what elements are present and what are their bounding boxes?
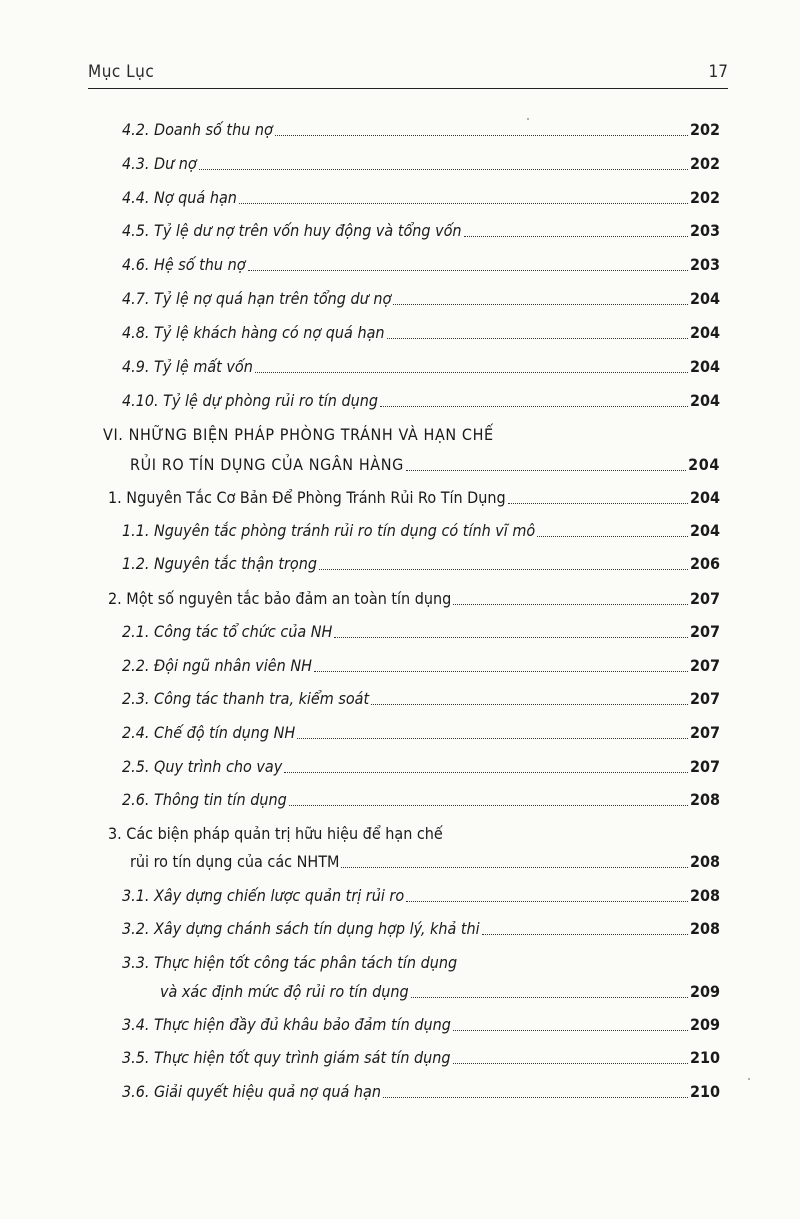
- toc-entry-3-3-line1[interactable]: 3.3. Thực hiện tốt công tác phân tách tín dụng: [122, 953, 458, 972]
- toc-title: 4.9. Tỷ lệ mất vốn: [122, 357, 253, 376]
- toc-page-number: 208: [689, 886, 720, 905]
- toc-page-number: 204: [689, 521, 720, 540]
- dot-leader: [411, 997, 688, 998]
- dot-leader: [371, 704, 688, 705]
- toc-entry-3-5[interactable]: [122, 1048, 720, 1068]
- toc-entry-4-5[interactable]: [122, 221, 720, 241]
- toc-entry-3-line1[interactable]: 3. Các biện pháp quản trị hữu hiệu để hạn chế: [108, 824, 443, 843]
- toc-page-number: 202: [689, 154, 720, 173]
- toc-entry-1-1[interactable]: [122, 521, 720, 541]
- toc-title: 2.4. Chế độ tín dụng NH: [122, 723, 296, 742]
- toc-title: 3.5. Thực hiện tốt quy trình giám sát tín dụng: [122, 1048, 451, 1067]
- dot-leader: [393, 304, 688, 305]
- toc-title: 1.2. Nguyên tắc thận trọng: [122, 554, 317, 573]
- toc-section-vi[interactable]: [130, 455, 720, 475]
- toc-page-number: 209: [689, 982, 720, 1001]
- dot-leader: [453, 1063, 688, 1064]
- toc-page-number: 207: [689, 689, 720, 708]
- toc-title: 4.6. Hệ số thu nợ: [122, 255, 246, 274]
- toc-page-number: 206: [689, 554, 720, 573]
- toc-entry-2-4[interactable]: [122, 723, 720, 743]
- toc-page-number: 207: [689, 723, 720, 742]
- toc-page-number: 204: [689, 289, 720, 308]
- dot-leader: [341, 867, 688, 868]
- toc-title: 2. Một số nguyên tắc bảo đảm an toàn tín dụng: [108, 589, 452, 608]
- toc-page-number: 207: [689, 757, 720, 776]
- dot-leader: [284, 772, 688, 773]
- toc-title: 1. Nguyên Tắc Cơ Bản Để Phòng Tránh Rủi Ro Tín Dụng: [108, 488, 506, 507]
- running-title: Mục Lục: [88, 62, 155, 82]
- toc-title: 4.7. Tỷ lệ nợ quá hạn trên tổng dư nợ: [122, 289, 392, 308]
- toc-page-number: 202: [689, 188, 720, 207]
- dot-leader: [289, 805, 688, 806]
- toc-title: 2.5. Quy trình cho vay: [122, 757, 283, 776]
- toc-page-number: 204: [689, 323, 720, 342]
- dot-leader: [248, 270, 688, 271]
- toc-entry-4-6[interactable]: [122, 255, 720, 275]
- toc-title: rủi ro tín dụng của các NHTM: [130, 852, 340, 871]
- toc-entry-3[interactable]: [130, 852, 720, 872]
- toc-entry-2-2[interactable]: [122, 656, 720, 676]
- toc-title: 3.6. Giải quyết hiệu quả nợ quá hạn: [122, 1082, 381, 1101]
- toc-title: và xác định mức độ rủi ro tín dụng: [160, 982, 409, 1001]
- toc-page-number: 208: [689, 852, 720, 871]
- toc-entry-1-2[interactable]: [122, 554, 720, 574]
- toc-entry-3-6[interactable]: [122, 1082, 720, 1102]
- toc-entry-3-3[interactable]: [160, 982, 720, 1002]
- dot-leader: [508, 503, 688, 504]
- toc-entry-4-4[interactable]: [122, 188, 720, 208]
- toc-entry-4-2[interactable]: [122, 120, 720, 140]
- toc-page-number: 204: [688, 455, 720, 474]
- toc-title: 4.4. Nợ quá hạn: [122, 188, 237, 207]
- toc-page-number: 202: [689, 120, 720, 139]
- toc-entry-3-4[interactable]: [122, 1015, 720, 1035]
- toc-page-number: 207: [689, 622, 720, 641]
- dot-leader: [464, 236, 688, 237]
- toc-section-vi-line1[interactable]: VI. NHỮNG BIỆN PHÁP PHÒNG TRÁNH VÀ HẠN CHẾ: [103, 425, 494, 444]
- toc-entry-3-1[interactable]: [122, 886, 720, 906]
- dot-leader: [239, 203, 688, 204]
- toc-page-number: 203: [689, 255, 720, 274]
- toc-entry-2-3[interactable]: [122, 689, 720, 709]
- toc-title: 4.5. Tỷ lệ dư nợ trên vốn huy động và tổng vốn: [122, 221, 462, 240]
- toc-title: 2.6. Thông tin tín dụng: [122, 790, 287, 809]
- toc-title: 2.1. Công tác tổ chức của NH: [122, 622, 333, 641]
- dot-leader: [314, 671, 688, 672]
- dot-leader: [453, 604, 688, 605]
- toc-page-number: 204: [689, 357, 720, 376]
- dot-leader: [387, 338, 688, 339]
- toc-title: 4.3. Dư nợ: [122, 154, 197, 173]
- toc-page-number: 207: [689, 589, 720, 608]
- toc-page-number: 207: [689, 656, 720, 675]
- dot-leader: [334, 637, 688, 638]
- dot-leader: [406, 470, 686, 471]
- toc-title: 3.4. Thực hiện đầy đủ khâu bảo đảm tín dụng: [122, 1015, 451, 1034]
- page-number: 17: [708, 62, 728, 82]
- toc-title: 4.2. Doanh số thu nợ: [122, 120, 273, 139]
- toc-entry-2-6[interactable]: [122, 790, 720, 810]
- dot-leader: [255, 372, 688, 373]
- scan-speck: [527, 118, 529, 120]
- toc-page-number: 208: [689, 919, 720, 938]
- dot-leader: [383, 1097, 688, 1098]
- toc-title: 3.1. Xây dựng chiến lược quản trị rủi ro: [122, 886, 405, 905]
- toc-entry-3-2[interactable]: [122, 919, 720, 939]
- toc-title: 1.1. Nguyên tắc phòng tránh rủi ro tín dụng có tính vĩ mô: [122, 521, 536, 540]
- toc-entry-2-5[interactable]: [122, 757, 720, 777]
- toc-title: RỦI RO TÍN DỤNG CỦA NGÂN HÀNG: [130, 455, 404, 474]
- toc-title: 4.10. Tỷ lệ dự phòng rủi ro tín dụng: [122, 391, 378, 410]
- dot-leader: [482, 934, 688, 935]
- toc-page-number: 208: [689, 790, 720, 809]
- dot-leader: [199, 169, 688, 170]
- toc-page-number: 203: [689, 221, 720, 240]
- toc-entry-4-8[interactable]: [122, 323, 720, 343]
- header-rule: [88, 88, 728, 89]
- toc-title: 3.2. Xây dựng chánh sách tín dụng hợp lý, khả thi: [122, 919, 480, 938]
- toc-entry-4-10[interactable]: [122, 391, 720, 411]
- toc-title: 2.2. Đội ngũ nhân viên NH: [122, 656, 312, 675]
- toc-title: 4.8. Tỷ lệ khách hàng có nợ quá hạn: [122, 323, 385, 342]
- toc-entry-2-1[interactable]: [122, 622, 720, 642]
- toc-title: 2.3. Công tác thanh tra, kiểm soát: [122, 689, 370, 708]
- dot-leader: [319, 569, 688, 570]
- toc-page-number: 210: [689, 1082, 720, 1101]
- page-header: [88, 62, 728, 86]
- dot-leader: [275, 135, 688, 136]
- dot-leader: [453, 1030, 688, 1031]
- scan-speck: [748, 1078, 750, 1080]
- toc-entry-4-9[interactable]: [122, 357, 720, 377]
- dot-leader: [297, 738, 688, 739]
- toc-entry-2[interactable]: [108, 589, 720, 609]
- toc-entry-4-7[interactable]: [122, 289, 720, 309]
- dot-leader: [537, 536, 688, 537]
- toc-entry-4-3[interactable]: [122, 154, 720, 174]
- dot-leader: [380, 406, 688, 407]
- toc-entry-1[interactable]: [108, 488, 720, 508]
- toc-page-number: 204: [689, 488, 720, 507]
- toc-page-number: 210: [689, 1048, 720, 1067]
- toc-page-number: 209: [689, 1015, 720, 1034]
- toc-page-number: 204: [689, 391, 720, 410]
- dot-leader: [406, 901, 688, 902]
